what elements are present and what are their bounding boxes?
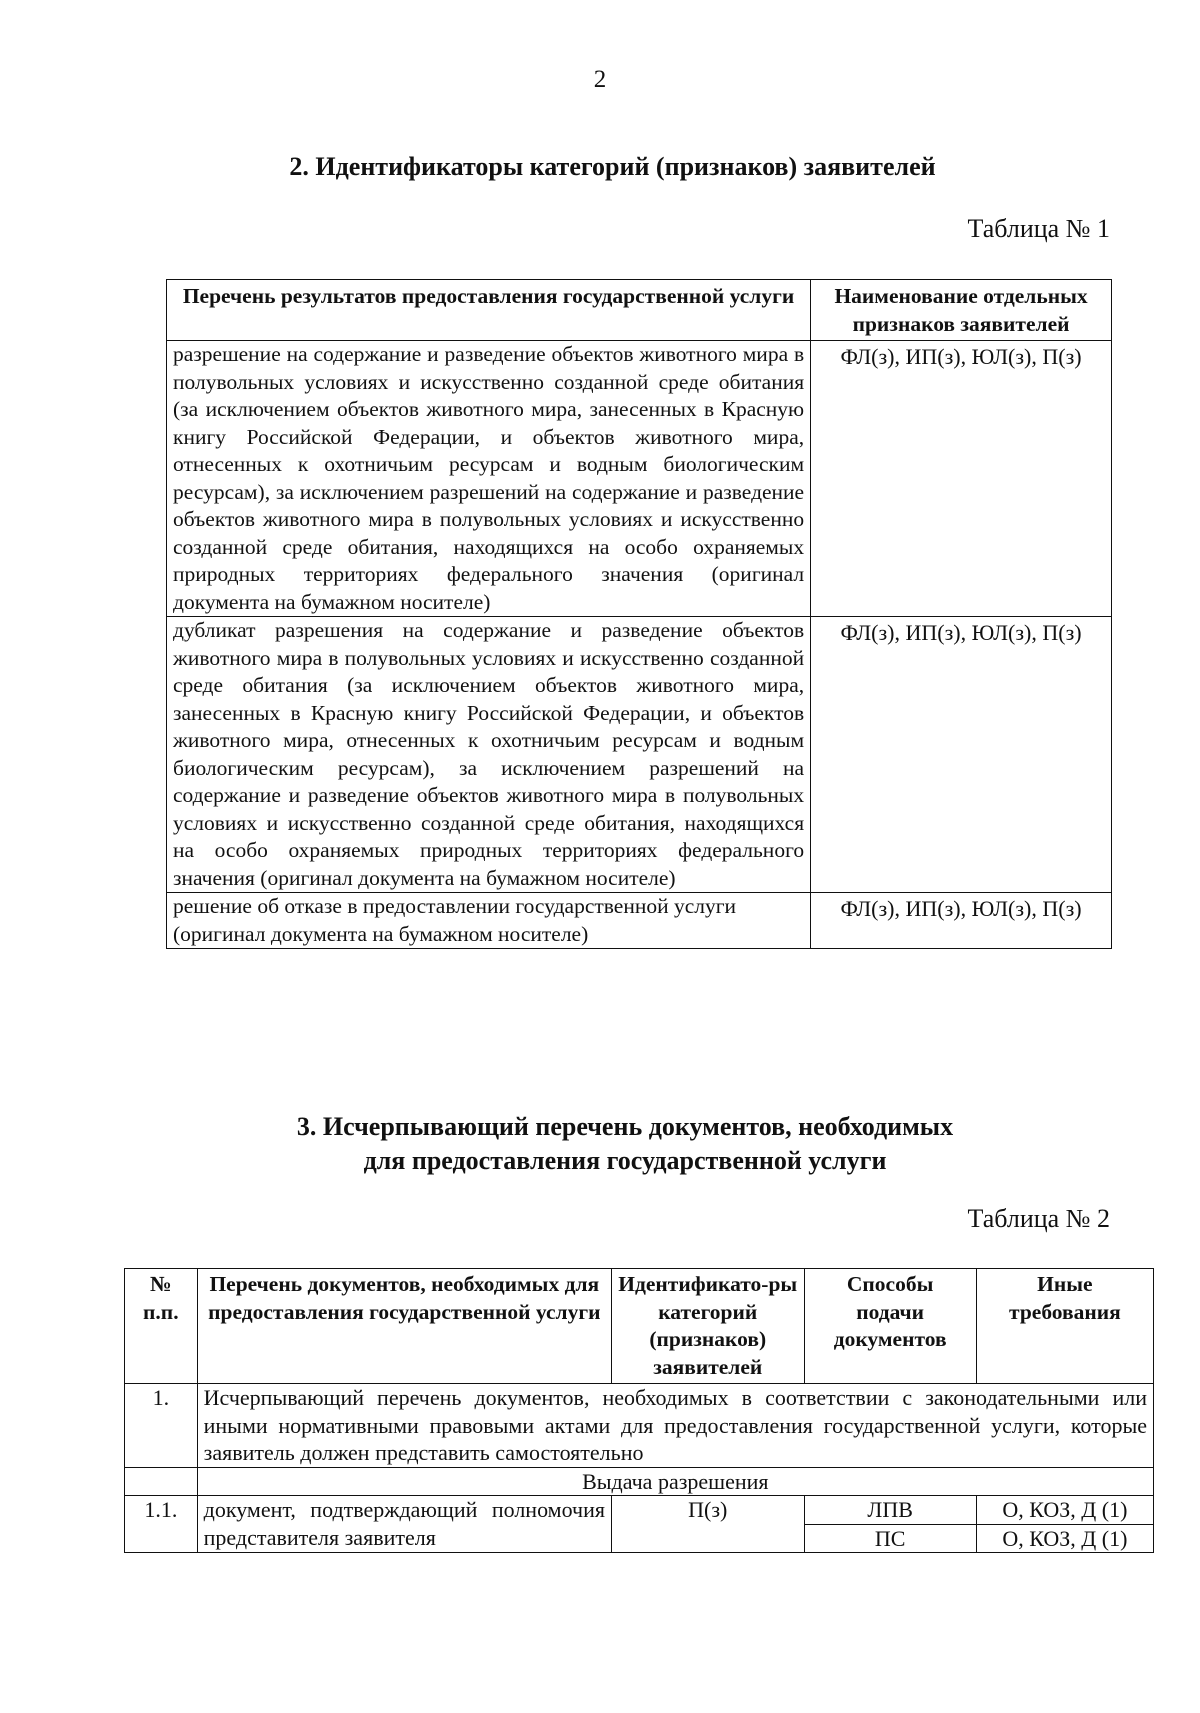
empty-cell xyxy=(125,1467,198,1496)
result-cell: дубликат разрешения на содержание и разведение объектов животного мира в полувольных условиях и искусственно созданной среде обитания (за исключением объектов животного мира, занесенных в Красную книгу Российской Федерации, и объектов животного мира, отнесенных к охотничьим ресурсам и водным биологическим ресурсам), за исключением разрешений на содержание и разведение объектов животного мира в полувольных условиях и искусственно созданной среде обитания, находящихся на особо охраняемых природных территориях федерального значения (оригинал документа на бумажном носителе) xyxy=(167,617,811,893)
identifier-cell: П(з) xyxy=(611,1496,804,1553)
table-row xyxy=(167,617,1112,893)
submission-method-cell: ЛПВ xyxy=(804,1496,976,1525)
subheader-row xyxy=(125,1467,1154,1496)
table-header-row xyxy=(167,280,1112,341)
signs-cell: ФЛ(з), ИП(з), ЮЛ(з), П(з) xyxy=(811,341,1112,617)
signs-cell: ФЛ(з), ИП(з), ЮЛ(з), П(з) xyxy=(811,617,1112,893)
results-column-header: Перечень результатов предоставления государственной услуги xyxy=(167,280,811,341)
requirement-cell: О, КОЗ, Д (1) xyxy=(976,1496,1153,1525)
page-number: 2 xyxy=(593,66,607,93)
signs-column-header: Наименование отдельных признаков заявителей xyxy=(811,280,1112,341)
table-1-caption: Таблица № 1 xyxy=(967,214,1110,243)
number-column-header: № п.п. xyxy=(125,1269,198,1384)
section-3-title-line-1: 3. Исчерпывающий перечень документов, необходимых xyxy=(296,1112,954,1141)
documents-table xyxy=(124,1268,1154,1553)
section-2-title: 2. Идентификаторы категорий (признаков) заявителей xyxy=(289,152,936,181)
table-header-row xyxy=(125,1269,1154,1384)
applicant-categories-table xyxy=(166,279,1112,949)
result-cell: разрешение на содержание и разведение объектов животного мира в полувольных условиях и искусственно созданной среде обитания (за исключением объектов животного мира, занесенных в Красную книгу Российской Федерации, и объектов животного мира, отнесенных к охотничьим ресурсам и водным биологическим ресурсам), за исключением разрешений на содержание и разведение объектов животного мира в полувольных условиях и искусственно созданной среде обитания, находящихся на особо охраняемых природных территориях федерального значения (оригинал документа на бумажном носителе) xyxy=(167,341,811,617)
requirement-cell: О, КОЗ, Д (1) xyxy=(976,1524,1153,1553)
submission-method-cell: ПС xyxy=(804,1524,976,1553)
result-cell: решение об отказе в предоставлении государственной услуги (оригинал документа на бумажном носителе) xyxy=(167,893,811,949)
row-number: 1. xyxy=(125,1384,198,1468)
signs-cell: ФЛ(з), ИП(з), ЮЛ(з), П(з) xyxy=(811,893,1112,949)
table-row xyxy=(125,1496,1154,1525)
section-3-title-line-2: для предоставления государственной услуги xyxy=(363,1146,887,1175)
row-number: 1.1. xyxy=(125,1496,198,1553)
submission-methods-column-header: Способы подачи документов xyxy=(804,1269,976,1384)
identifiers-column-header: Идентификато-ры категорий (признаков) заявителей xyxy=(611,1269,804,1384)
row-text: Исчерпывающий перечень документов, необходимых в соответствии с законодательными или иными нормативными правовыми актами для предоставления государственной услуги, которые заявитель должен представить самостоятельно xyxy=(197,1384,1153,1468)
table-row xyxy=(125,1384,1154,1468)
table-row xyxy=(167,893,1112,949)
section-3-title xyxy=(0,1110,1200,1178)
documents-column-header: Перечень документов, необходимых для предоставления государственной услуги xyxy=(197,1269,611,1384)
document-cell: документ, подтверждающий полномочия представителя заявителя xyxy=(197,1496,611,1553)
table-2-caption: Таблица № 2 xyxy=(967,1204,1110,1233)
subheader-text: Выдача разрешения xyxy=(197,1467,1153,1496)
table-row xyxy=(167,341,1112,617)
other-requirements-column-header: Иные требования xyxy=(976,1269,1153,1384)
